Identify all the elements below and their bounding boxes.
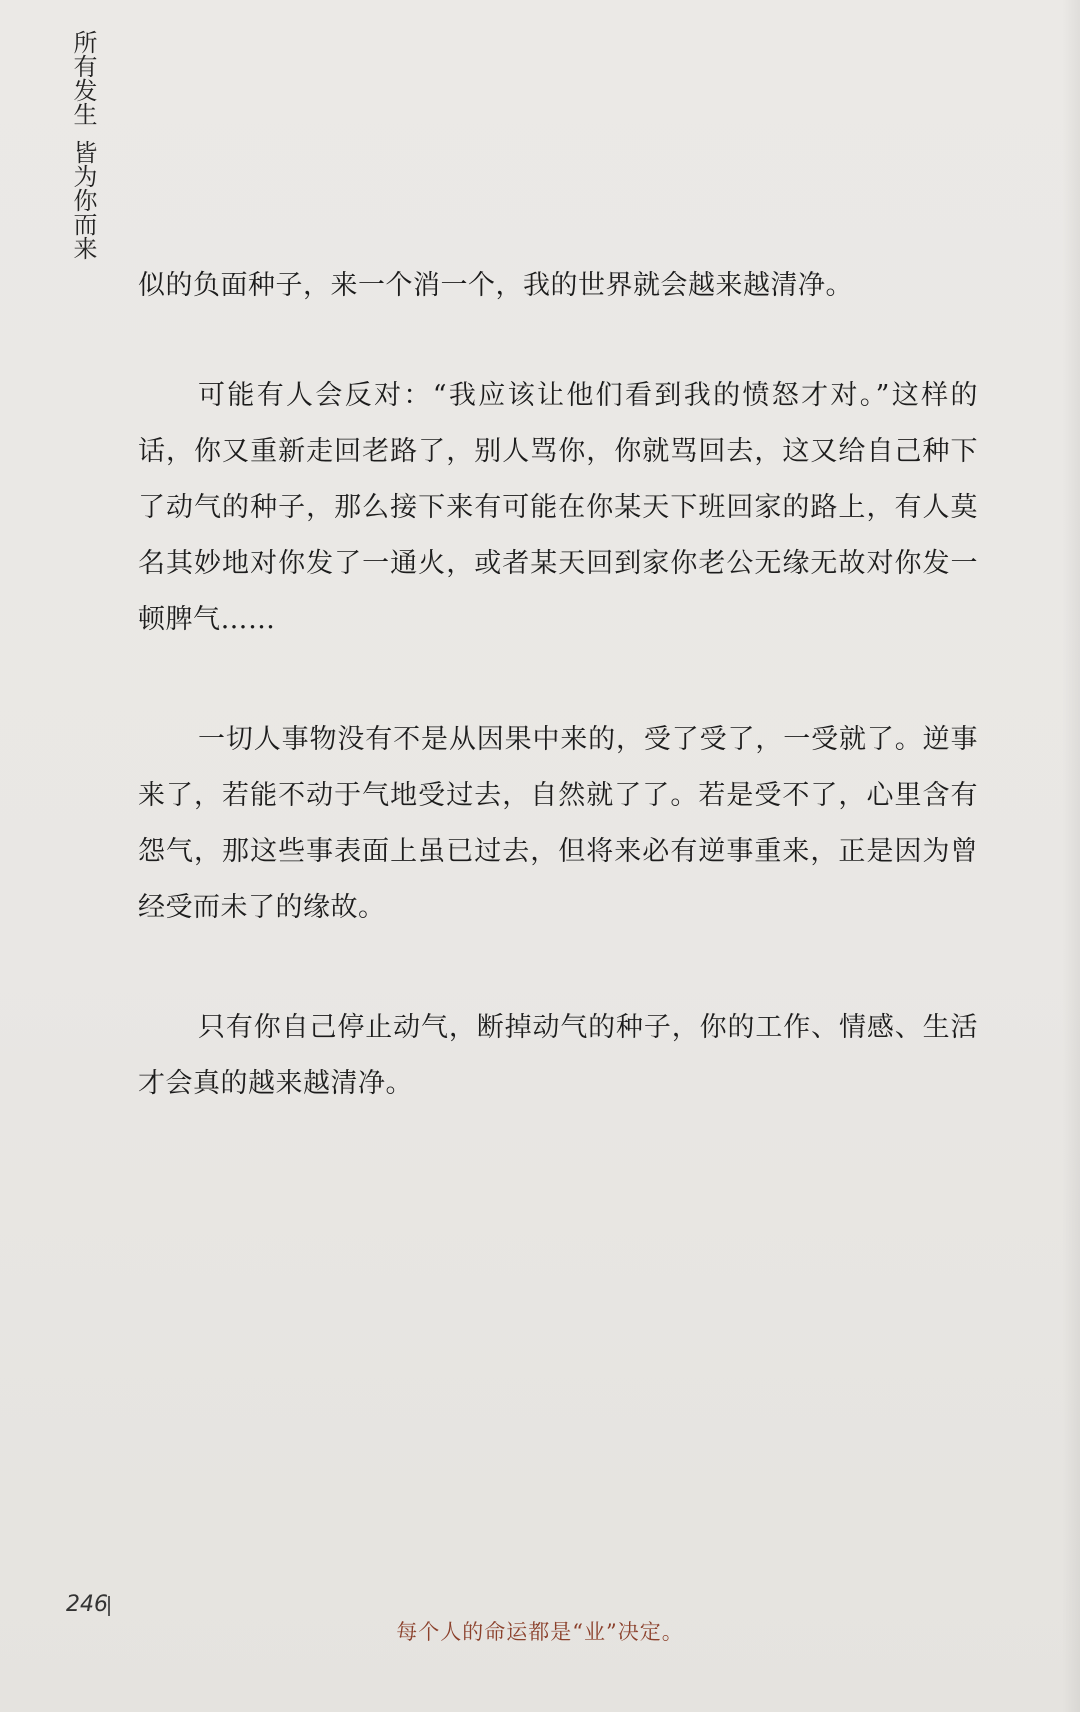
paragraph-objection: 可能有人会反对：“我应该让他们看到我的愤怒才对。”这样的话，你又重新走回老路了，别人骂你，你就骂回去，这又给自己种下了动气的种子，那么接下来有可能在你某天下班回家的路上，有人莫名其妙地对你发了一通火，或者某天回到家你老公无缘无故对你发一顿脾气…… (138, 380, 978, 635)
running-head-book-title-part1: 所有发生 (69, 30, 97, 126)
footer-quote: 每个人的命运都是“业”决定。 (396, 1620, 684, 1644)
page-number: 246 (66, 1592, 108, 1617)
body-text (138, 258, 978, 1112)
running-head-book-title-part2: 皆为你而来 (69, 140, 97, 260)
paragraph-conclusion: 只有你自己停止动气，断掉动气的种子，你的工作、情感、生活才会真的越来越清净。 (138, 1012, 978, 1099)
running-head (66, 30, 96, 260)
page-edge-shadow (1062, 0, 1080, 1712)
paragraph-continuation: 似的负面种子，来一个消一个，我的世界就会越来越清净。 (138, 270, 853, 301)
paragraph-karma: 一切人事物没有不是从因果中来的，受了受了，一受就了。逆事来了，若能不动于气地受过去，自然就了了。若是受不了，心里含有怨气，那这些事表面上虽已过去，但将来必有逆事重来，正是因为曾经受而未了的缘故。 (138, 724, 978, 923)
page-number-divider (108, 1596, 110, 1616)
